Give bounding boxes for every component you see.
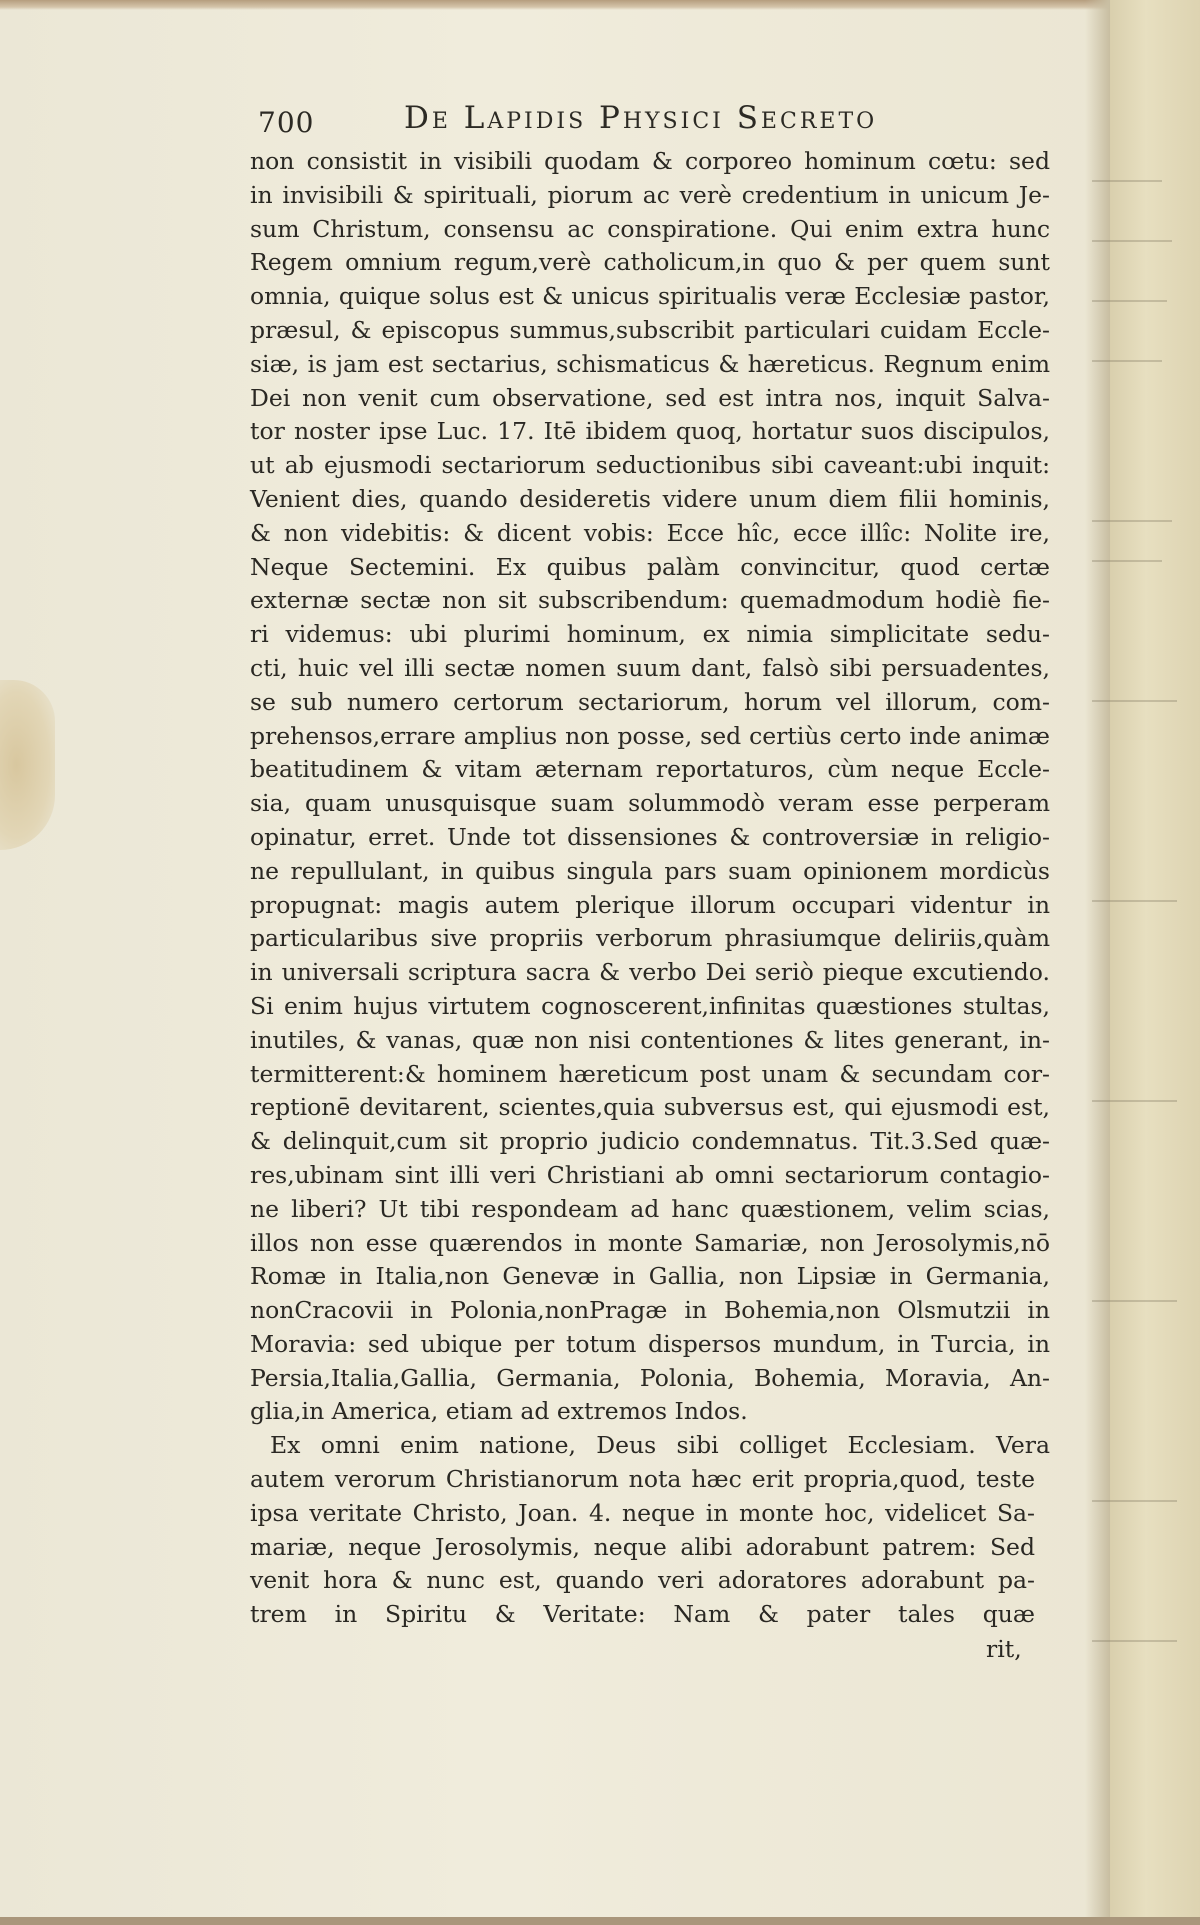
facing-page-text-trace bbox=[1092, 180, 1162, 182]
facing-page-text-trace bbox=[1092, 1300, 1177, 1302]
facing-page-text-trace bbox=[1092, 700, 1177, 702]
text-line: Romæ in Italia,non Genevæ in Gallia, non Lipsiæ in Germania, bbox=[250, 1262, 1050, 1291]
text-line: glia,in America, etiam ad extremos Indos. bbox=[250, 1397, 748, 1426]
text-line: Dei non venit cum observatione, sed est intra nos, inquit Salva- bbox=[250, 383, 1050, 412]
text-line: & delinquit,cum sit proprio judicio condemnatus. Tit.3.Sed quæ- bbox=[250, 1127, 1050, 1156]
text-line: & non videbitis: & dicent vobis: Ecce hîc, ecce illîc: Nolite ire, bbox=[250, 518, 1050, 547]
text-line: cti, huic vel illi sectæ nomen suum dant, falsò sibi persuadentes, bbox=[250, 653, 1050, 682]
body-text bbox=[250, 145, 1050, 1632]
text-line: particularibus sive propriis verborum phrasiumque deliriis,quàm bbox=[250, 924, 1050, 953]
facing-page-text-trace bbox=[1092, 240, 1172, 242]
text-line: illos non esse quærendos in monte Samariæ, non Jerosolymis,nō bbox=[250, 1228, 1050, 1257]
text-line: præsul, & episcopus summus,subscribit particulari cuidam Eccle- bbox=[250, 315, 1050, 344]
page-number: 700 bbox=[258, 106, 315, 139]
facing-page-text-trace bbox=[1092, 1500, 1177, 1502]
page-top-edge bbox=[0, 0, 1120, 10]
facing-page-text-trace bbox=[1092, 1100, 1177, 1102]
text-line: termitterent:& hominem hæreticum post unam & secundam cor- bbox=[250, 1059, 1050, 1088]
text-line: Neque Sectemini. Ex quibus palàm convincitur, quod certæ bbox=[250, 552, 1050, 581]
text-line: Moravia: sed ubique per totum dispersos mundum, in Turcia, in bbox=[250, 1329, 1050, 1358]
page-header bbox=[258, 100, 1048, 144]
text-line: ne liberi? Ut tibi respondeam ad hanc quæstionem, velim scias, bbox=[250, 1194, 1050, 1223]
text-line: res,ubinam sint illi veri Christiani ab omni sectariorum contagio- bbox=[250, 1160, 1050, 1189]
paper-stain bbox=[0, 680, 55, 850]
text-line: mariæ, neque Jerosolymis, neque alibi adorabunt patrem: Sed bbox=[250, 1532, 1035, 1561]
text-line: siæ, is jam est sectarius, schismaticus & hæreticus. Regnum enim bbox=[250, 349, 1050, 378]
text-line: externæ sectæ non sit subscribendum: quemadmodum hodiè fie- bbox=[250, 586, 1050, 615]
text-line: beatitudinem & vitam æternam reportaturos, cùm neque Eccle- bbox=[250, 755, 1050, 784]
catchword: rit, bbox=[986, 1635, 1022, 1663]
running-title: De Lapidis Physici Secreto bbox=[404, 100, 878, 136]
text-line: prehensos,errare amplius non posse, sed certiùs certo inde animæ bbox=[250, 721, 1050, 750]
text-line: Persia,Italia,Gallia, Germania, Polonia, Bohemia, Moravia, An- bbox=[250, 1363, 1050, 1392]
facing-page-text-trace bbox=[1092, 520, 1172, 522]
text-line: propugnat: magis autem plerique illorum occupari videntur in bbox=[250, 890, 1050, 919]
text-line: se sub numero certorum sectariorum, horum vel illorum, com- bbox=[250, 687, 1050, 716]
text-line: Venient dies, quando desideretis videre unum diem filii hominis, bbox=[250, 484, 1050, 513]
text-line: ut ab ejusmodi sectariorum seductionibus sibi caveant:ubi inquit: bbox=[250, 451, 1050, 480]
text-line: tor noster ipse Luc. 17. Itē ibidem quoq, hortatur suos discipulos, bbox=[250, 417, 1050, 446]
facing-page-text-trace bbox=[1092, 300, 1167, 302]
text-line: sia, quam unusquisque suam solummodò veram esse perperam bbox=[250, 789, 1050, 818]
text-line: reptionē devitarent, scientes,quia subversus est, qui ejusmodi est, bbox=[250, 1093, 1050, 1122]
text-line: omnia, quique solus est & unicus spiritualis veræ Ecclesiæ pastor, bbox=[250, 282, 1050, 311]
text-line: Regem omnium regum,verè catholicum,in quo & per quem sunt bbox=[250, 248, 1050, 277]
text-line: ne repullulant, in quibus singula pars suam opinionem mordicùs bbox=[250, 856, 1050, 885]
facing-page-text-trace bbox=[1092, 1640, 1177, 1642]
text-line: ipsa veritate Christo, Joan. 4. neque in monte hoc, videlicet Sa- bbox=[250, 1498, 1035, 1527]
text-line: Si enim hujus virtutem cognoscerent,infinitas quæstiones stultas, bbox=[250, 991, 1050, 1020]
text-line: in universali scriptura sacra & verbo Dei seriò pieque excutiendo. bbox=[250, 958, 1050, 987]
facing-page-text-trace bbox=[1092, 360, 1162, 362]
text-line: sum Christum, consensu ac conspiratione. Qui enim extra hunc bbox=[250, 214, 1050, 243]
facing-page-edge bbox=[1110, 0, 1200, 1925]
paragraph-start-line: Ex omni enim natione, Deus sibi colliget Ecclesiam. Vera bbox=[270, 1431, 1050, 1460]
page-bottom-edge bbox=[0, 1917, 1200, 1925]
text-line: non consistit in visibili quodam & corporeo hominum cœtu: sed bbox=[250, 147, 1050, 175]
text-line: autem verorum Christianorum nota hæc erit propria,quod, teste bbox=[250, 1465, 1035, 1494]
text-line: in invisibili & spirituali, piorum ac verè credentium in unicum Je- bbox=[250, 180, 1050, 209]
text-line: venit hora & nunc est, quando veri adoratores adorabunt pa- bbox=[250, 1566, 1035, 1595]
text-line: trem in Spiritu & Veritate: Nam & pater tales quæ bbox=[250, 1600, 1035, 1629]
text-line: opinatur, erret. Unde tot dissensiones & controversiæ in religio- bbox=[250, 822, 1050, 851]
text-line: nonCracovii in Polonia,nonPragæ in Bohemia,non Olsmutzii in bbox=[250, 1296, 1050, 1325]
facing-page-text-trace bbox=[1092, 900, 1177, 902]
facing-page-text-trace bbox=[1092, 560, 1162, 562]
text-line: inutiles, & vanas, quæ non nisi contentiones & lites generant, in- bbox=[250, 1025, 1050, 1054]
text-line: ri videmus: ubi plurimi hominum, ex nimia simplicitate sedu- bbox=[250, 620, 1050, 649]
